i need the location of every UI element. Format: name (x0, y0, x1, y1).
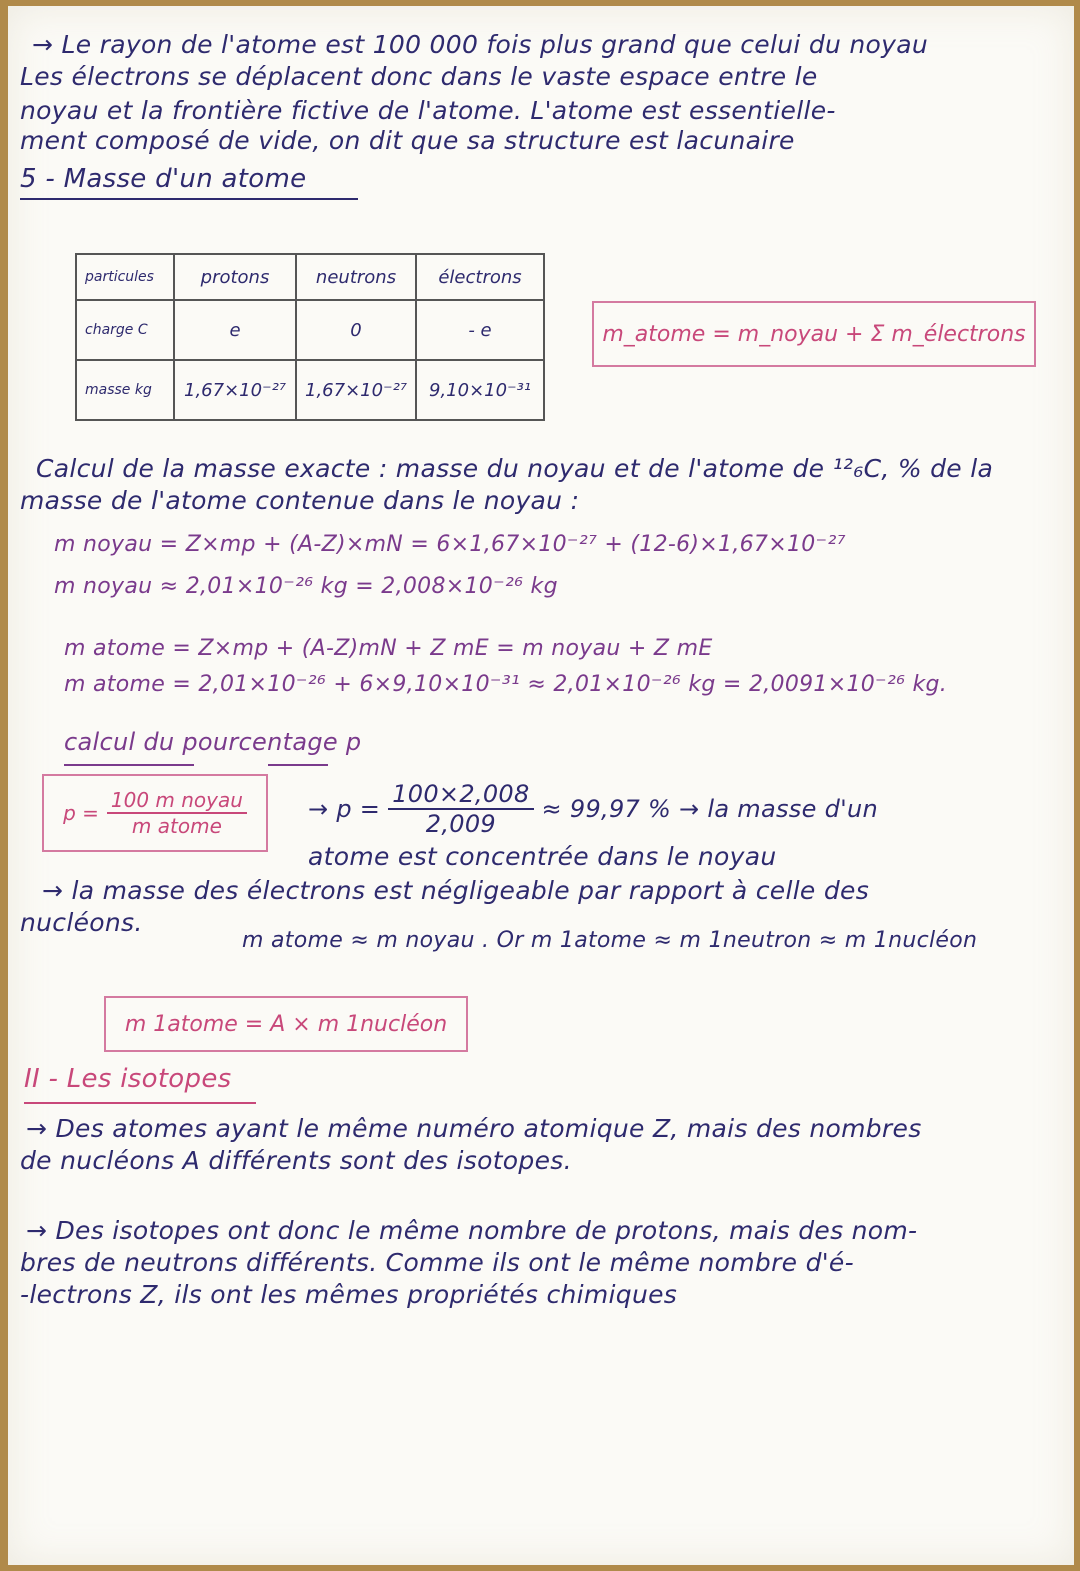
calc-intro-line-1: Calcul de la masse exacte : masse du noyau et de l'atome de ¹²₆C, % de la (36, 454, 994, 483)
calc-noyau-line-1: m noyau = Z×mp + (A-Z)×mN = 6×1,67×10⁻²⁷ + (12-6)×1,67×10⁻²⁷ (54, 532, 846, 557)
table-header-cell: électrons (416, 254, 544, 300)
fraction-denominator: m atome (131, 814, 222, 838)
table-cell: 9,10×10⁻³¹ (416, 360, 544, 420)
notebook-page (8, 6, 1074, 1565)
approx-line: m atome ≈ m noyau . Or m 1atome ≈ m 1neutron ≈ m 1nucléon (242, 928, 978, 953)
isotopes-para-1-line-1: → Des atomes ayant le même numéro atomique Z, mais des nombres (26, 1114, 922, 1143)
intro-line-4: ment composé de vide, on dit que sa structure est lacunaire (20, 126, 795, 155)
section-5-title: 5 - Masse d'un atome (20, 164, 307, 194)
result-conclusion: atome est concentrée dans le noyau (308, 842, 777, 871)
section-2-title: II - Les isotopes (24, 1064, 232, 1094)
particles-table (75, 253, 545, 421)
fraction-numerator: 100 m noyau (107, 788, 247, 814)
formula-box-atom-mass: m_atome = m_noyau + Σ m_électrons (592, 301, 1036, 367)
percentage-underline-1 (64, 764, 194, 766)
calc-atome-line-1: m atome = Z×mp + (A-Z)mN + Z mE = m noyau + Z mE (64, 636, 713, 661)
table-row (76, 300, 544, 360)
isotopes-para-2-line-3: -lectrons Z, ils ont les mêmes propriétés chimiques (20, 1280, 678, 1309)
table-row-label: charge C (76, 300, 174, 360)
calc-atome-line-2: m atome = 2,01×10⁻²⁶ + 6×9,10×10⁻³¹ ≈ 2,01×10⁻²⁶ kg = 2,0091×10⁻²⁶ kg. (64, 672, 948, 697)
table-cell: 0 (296, 300, 416, 360)
result-value: ≈ 99,97 % → la masse d'un (541, 795, 879, 823)
percentage-title: calcul du pourcentage p (64, 728, 362, 756)
section-2-underline (24, 1102, 256, 1104)
result-denominator: 2,009 (425, 810, 496, 838)
isotopes-para-2-line-2: bres de neutrons différents. Comme ils ont le même nombre d'é- (20, 1248, 854, 1277)
calc-noyau-line-2: m noyau ≈ 2,01×10⁻²⁶ kg = 2,008×10⁻²⁶ kg (54, 574, 558, 599)
formula-box-nucleon-mass: m 1atome = A × m 1nucléon (104, 996, 468, 1052)
table-cell: 1,67×10⁻²⁷ (296, 360, 416, 420)
table-row (76, 360, 544, 420)
percentage-fraction (107, 788, 247, 838)
table-cell: 1,67×10⁻²⁷ (174, 360, 296, 420)
formula-box-percentage (42, 774, 268, 852)
intro-line-1: → Le rayon de l'atome est 100 000 fois plus grand que celui du noyau (32, 30, 929, 59)
result-fraction (388, 780, 533, 838)
result-lhs: → p = (308, 795, 381, 823)
negligible-line-2: nucléons. (20, 908, 143, 937)
negligible-line-1: → la masse des électrons est négligeable par rapport à celle des (42, 876, 870, 905)
table-header-cell: neutrons (296, 254, 416, 300)
table-cell: e (174, 300, 296, 360)
calc-intro-line-2: masse de l'atome contenue dans le noyau : (20, 486, 580, 515)
section-5-underline (20, 198, 358, 200)
result-numerator: 100×2,008 (388, 780, 533, 810)
intro-line-2: Les électrons se déplacent donc dans le vaste espace entre le (20, 62, 818, 91)
percentage-result (308, 780, 878, 838)
percentage-lhs: p = (63, 801, 99, 825)
isotopes-para-2-line-1: → Des isotopes ont donc le même nombre de protons, mais des nom- (26, 1216, 918, 1245)
intro-line-3: noyau et la frontière fictive de l'atome. L'atome est essentielle- (20, 96, 836, 125)
percentage-underline-2 (268, 764, 328, 766)
table-cell: - e (416, 300, 544, 360)
table-header-cell: protons (174, 254, 296, 300)
isotopes-para-1-line-2: de nucléons A différents sont des isotopes. (20, 1146, 572, 1175)
table-header-row (76, 254, 544, 300)
table-header-cell: particules (76, 254, 174, 300)
table-row-label: masse kg (76, 360, 174, 420)
